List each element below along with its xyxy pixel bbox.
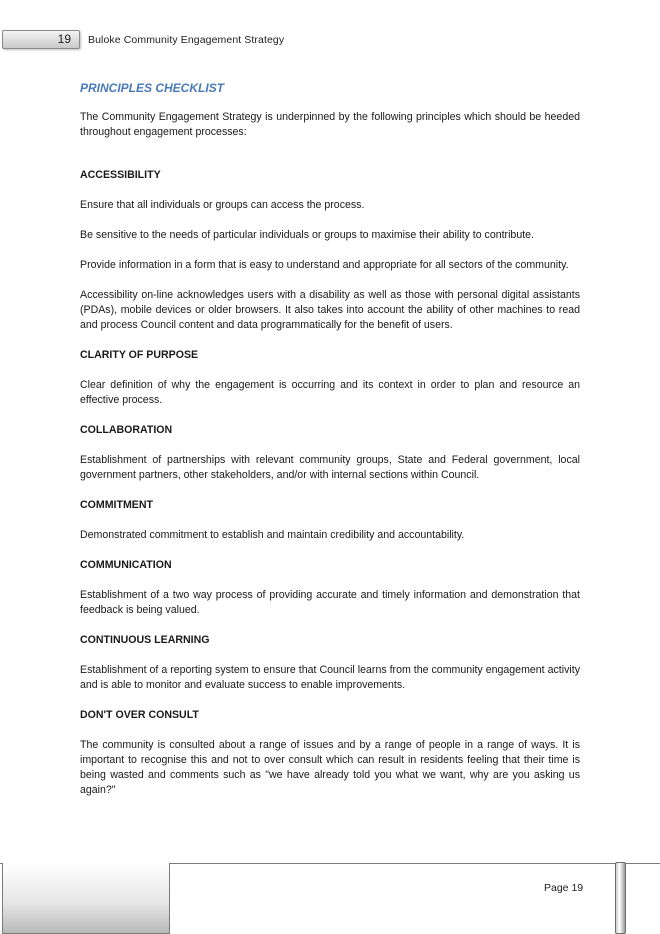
principles-list bbox=[80, 168, 580, 798]
header-document-title: Buloke Community Engagement Strategy bbox=[88, 34, 285, 46]
intro-paragraph: The Community Engagement Strategy is underpinned by the following principles which should be heeded throughout engagement processes: bbox=[80, 111, 580, 138]
section-heading: CLARITY OF PURPOSE bbox=[80, 349, 199, 361]
section-heading: CONTINUOUS LEARNING bbox=[80, 634, 210, 646]
section-paragraph: Ensure that all individuals or groups can access the process. bbox=[80, 199, 365, 211]
footer-page-label: Page 19 bbox=[544, 882, 584, 894]
principle-section bbox=[80, 423, 580, 483]
section-heading: COMMUNICATION bbox=[80, 559, 172, 571]
section-heading: ACCESSIBILITY bbox=[80, 169, 161, 181]
section-heading: COMMITMENT bbox=[80, 499, 153, 511]
section-paragraph: Establishment of partnerships with relevant community groups, State and Federal government, local government partners, other stakeholders, and/or with internal sections within Council. bbox=[80, 454, 580, 481]
header-page-number: 19 bbox=[57, 32, 71, 46]
section-paragraph: Establishment of a two way process of providing accurate and timely information and demonstration that feedback is being valued. bbox=[80, 589, 580, 616]
principle-section bbox=[80, 708, 580, 798]
principle-section bbox=[80, 633, 580, 693]
section-paragraph: The community is consulted about a range of issues and by a range of people in a range of ways. It is important to recognise this and not to over consult which can result in residents feeling that their time is being wasted and comments such as "we have already told you what we want, why are you asking us again?" bbox=[80, 739, 580, 796]
section-heading: DON'T OVER CONSULT bbox=[80, 709, 199, 721]
principle-section bbox=[80, 168, 580, 333]
page-content bbox=[80, 80, 580, 813]
section-paragraph: Clear definition of why the engagement is occurring and its context in order to plan and resource an effective process. bbox=[80, 379, 580, 406]
header-page-tab bbox=[2, 30, 80, 49]
footer-decorative-box bbox=[2, 863, 170, 934]
principle-section bbox=[80, 498, 580, 543]
section-paragraph: Establishment of a reporting system to ensure that Council learns from the community engagement activity and is able to monitor and evaluate success to enable improvements. bbox=[80, 664, 580, 691]
section-paragraph: Accessibility on-line acknowledges users with a disability as well as those with personal digital assistants (PDAs), mobile devices or older browsers. It also takes into account the ability of other machines to read and process Council content and data programmatically for the benefit of users. bbox=[80, 289, 580, 331]
page-title: PRINCIPLES CHECKLIST bbox=[80, 81, 225, 95]
footer-decorative-bar bbox=[615, 862, 626, 934]
section-paragraph: Demonstrated commitment to establish and maintain credibility and accountability. bbox=[80, 529, 465, 541]
principle-section bbox=[80, 348, 580, 408]
section-paragraph: Be sensitive to the needs of particular individuals or groups to maximise their ability to contribute. bbox=[80, 229, 534, 241]
principle-section bbox=[80, 558, 580, 618]
section-paragraph: Provide information in a form that is easy to understand and appropriate for all sectors of the community. bbox=[80, 259, 569, 271]
section-heading: COLLABORATION bbox=[80, 424, 173, 436]
